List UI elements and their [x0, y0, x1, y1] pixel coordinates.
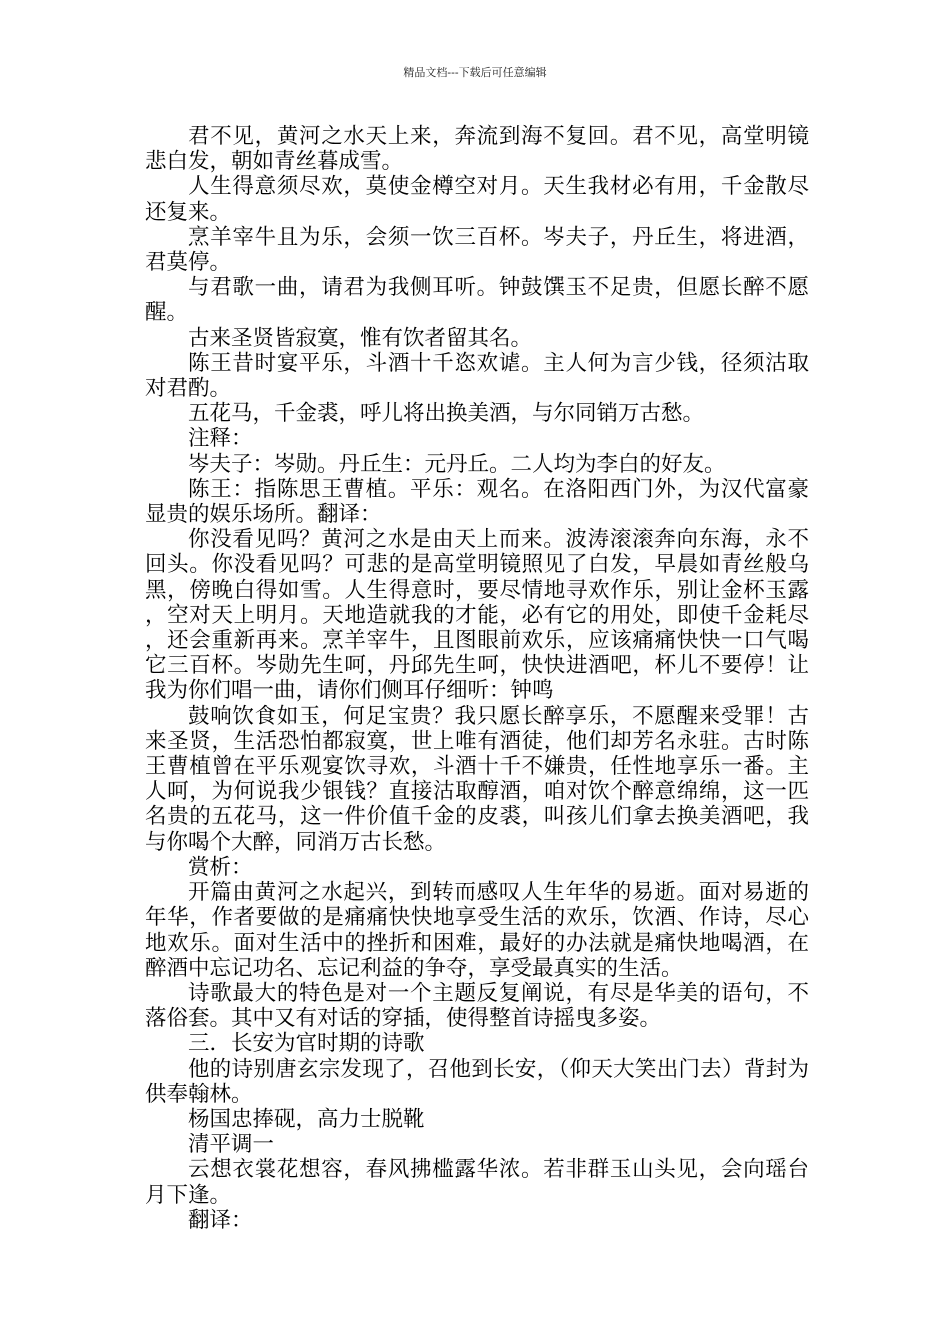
document-body	[145, 124, 809, 1233]
note-paragraph: 岑夫子：岑勋。丹丘生：元丹丘。二人均为李白的好友。	[188, 451, 726, 477]
poem-paragraph: 人生得意须尽欢，莫使金樽空对月。天生我材必有用，千金散尽还复来。	[145, 174, 809, 225]
poem-paragraph: 云想衣裳花想容，春风拂槛露华浓。若非群玉山头见，会向瑶台月下逢。	[145, 1157, 809, 1208]
translation-paragraph: 你没看见吗？黄河之水是由天上而来。波涛滚滚奔向东海，永不回头。你没看见吗？可悲的是高堂明镜照见了白发，早晨如青丝般乌黑，傍晚白得如雪。人生得意时，要尽情地寻欢作乐，别让金杯玉露，空对天上明月。天地造就我的才能，必有它的用处，即使千金耗尽，还会重新再来。烹羊宰牛，且图眼前欢乐，应该痛痛快快一口气喝它三百杯。岑勋先生呵，丹邱先生呵，快快进酒吧，杯儿不要停！让我为你们唱一曲，请你们侧耳仔细听：钟鸣	[145, 527, 809, 704]
poem-paragraph: 五花马，千金裘，呼儿将出换美酒，与尔同销万古愁。	[188, 401, 705, 427]
translation-paragraph: 鼓响饮食如玉，何足宝贵？我只愿长醉享乐，不愿醒来受罪！古来圣贤，生活恐怕都寂寞，世上唯有酒徒，他们却芳名永驻。古时陈王曹植曾在平乐观宴饮寻欢，斗酒十千不嫌贵，任性地享乐一番。主人呵，为何说我少银钱？直接沽取醇酒，咱对饮个醉意绵绵，这一匹名贵的五花马，这一件价值千金的皮裘，叫孩儿们拿去换美酒吧，我与你喝个大醉，同消万古长愁。	[145, 703, 809, 855]
body-paragraph: 杨国忠捧砚，高力士脱靴	[188, 1106, 425, 1132]
poem-paragraph: 陈王昔时宴平乐，斗酒十千恣欢谑。主人何为言少钱，径须沽取对君酌。	[145, 350, 809, 402]
poem-paragraph: 君不见，黄河之水天上来，奔流到海不复回。君不见，高堂明镜悲白发，朝如青丝暮成雪。	[145, 124, 809, 175]
appreciation-paragraph: 开篇由黄河之水起兴，到转而感叹人生年华的易逝。面对易逝的年华，作者要做的是痛痛快快地享受生活的欢乐，饮酒、作诗，尽心地欢乐。面对生活中的挫折和困难，最好的办法就是痛快地喝酒，在醉酒中忘记功名、忘记利益的争夺，享受最真实的生活。	[145, 880, 809, 981]
section-heading-notes: 注释：	[188, 426, 253, 452]
poem-paragraph: 与君歌一曲，请君为我侧耳听。钟鼓馔玉不足贵，但愿长醉不愿醒。	[145, 275, 809, 326]
page-header: 精品文档---下载后可任意编辑	[403, 66, 547, 79]
section-heading-changan: 三．长安为官时期的诗歌	[188, 1031, 425, 1057]
poem-paragraph: 古来圣贤皆寂寞，惟有饮者留其名。	[188, 325, 533, 351]
appreciation-paragraph: 诗歌最大的特色是对一个主题反复阐说，有尽是华美的语句，不落俗套。其中又有对话的穿插，使得整首诗摇曳多姿。	[145, 980, 809, 1032]
note-paragraph: 陈王：指陈思王曹植。平乐：观名。在洛阳西门外，为汉代富豪显贵的娱乐场所。翻译：	[145, 476, 809, 528]
section-heading-appreciation: 赏析：	[188, 854, 253, 880]
section-heading-translation: 翻译：	[188, 1207, 253, 1233]
body-paragraph: 他的诗别唐玄宗发现了，召他到长安，（仰天大笑出门去）背封为供奉翰林。	[145, 1056, 809, 1107]
poem-title: 清平调一	[188, 1132, 275, 1158]
poem-paragraph: 烹羊宰牛且为乐，会须一饮三百杯。岑夫子，丹丘生，将进酒，君莫停。	[145, 224, 809, 276]
